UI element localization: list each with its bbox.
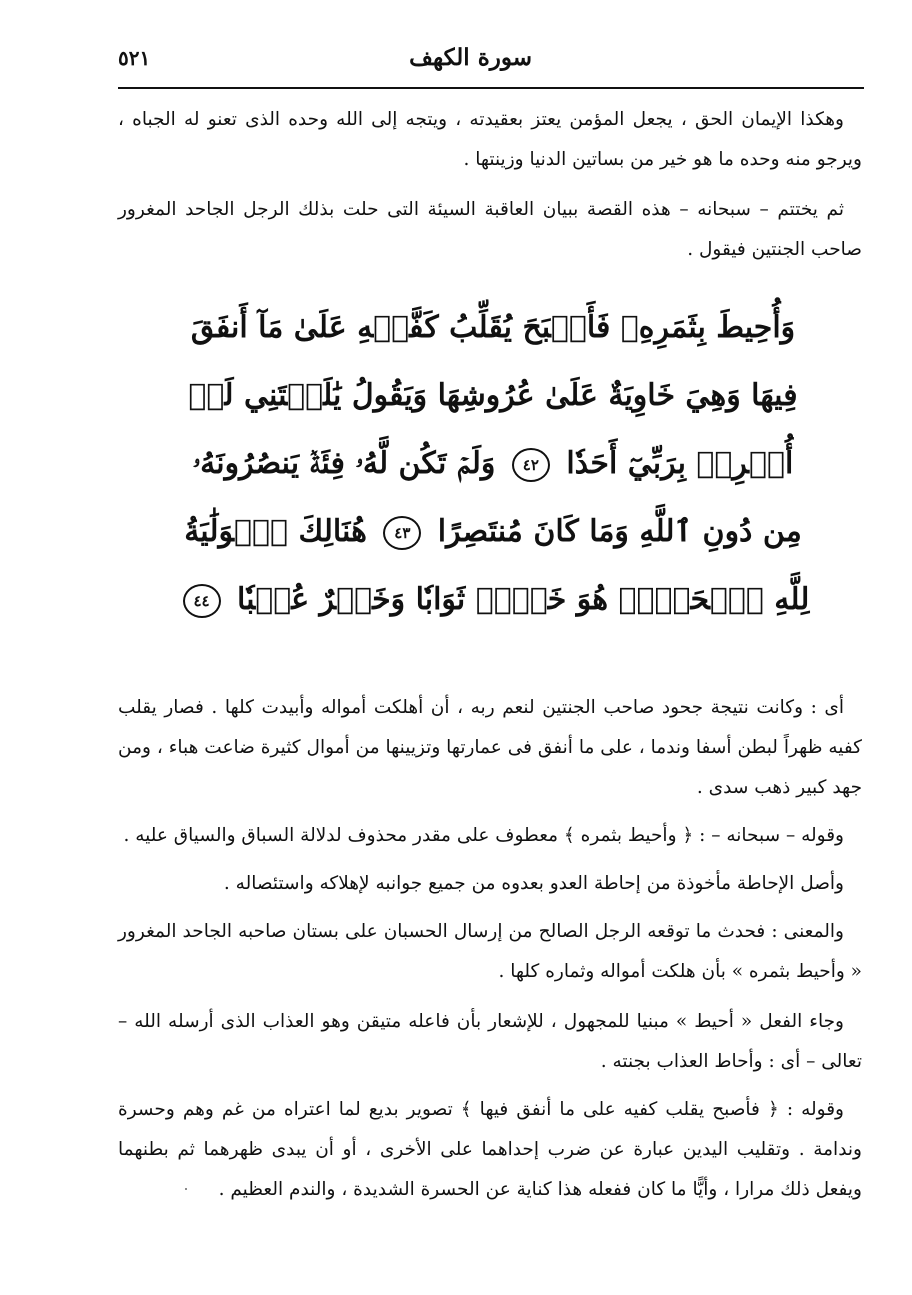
paragraph-ihata-origin: وأصل الإحاطة مأخوذة من إحاطة العدو بعدوه من جميع جوانبه لإهلاكه واستئصاله . [223,873,844,894]
paragraph-conclusion-intro: ثم يختتم – سبحانه – هذه القصة ببيان العاقبة السيئة التى حلت بذلك الرجل الجاحد المغرور صاحب الجنتين فيقول . [118,199,862,260]
page-number: ٥٢١ [118,46,151,70]
paragraph-faith: وهكذا الإيمان الحق ، يجعل المؤمن يعتز بعقيدته ، ويتجه إلى الله وحده الذى تعنو له الجباه ، ويرجو منه وحده ما هو خير من بساتين الدنيا وزينتها . [118,109,862,170]
header-rule [118,87,864,89]
verse-43-text: وَلَمۡ تَكُن لَّهُۥ فِئَةٞ يَنصُرُونَهُۥ مِن دُونِ ٱللَّهِ وَمَا كَانَ مُنتَصِرًا [192,446,802,549]
ayah-number-44: ٤٤ [183,584,221,618]
ayah-number-42: ٤٢ [512,448,550,482]
paragraph-passive-verb: وجاء الفعل « أحيط » مبنيا للمجهول ، للإشعار بأن فاعله متيقن وهو العذاب الذى أرسله الله – تعالى – أى : وأحاط العذاب بجنته . [118,1011,862,1072]
verse-42-text: وَأُحِيطَ بِثَمَرِهِۦ فَأَصۡبَحَ يُقَلِّبُ كَفَّيۡهِ عَلَىٰ مَآ أَنفَقَ فِيهَا وَهِيَ خَاوِيَةٌ عَلَىٰ عُرُوشِهَا وَيَقُولُ يَٰلَيۡتَنِي لَمۡ أُشۡرِكۡ بِرَبِّيٓ أَحَدٗا [188,310,798,481]
surah-title: سورة الكهف [409,44,532,71]
paragraph-explanation: أى : وكانت نتيجة جحود صاحب الجنتين لنعم ربه ، أن أهلكت أمواله وأبيدت كلها . فصار يقلب كفيه ظهراً لبطن أسفا وندما ، على ما أنفق فى عمارتها وتزيينها من أموال كثيرة ضاعت هباء ، ومن جهد كبير ذهب سدى . [118,697,862,798]
paragraph-wa-uhita: وقوله – سبحانه – : ﴿ وأحيط بثمره ﴾ معطوف على مقدر محذوف لدلالة السباق والسياق عليه . [123,825,844,846]
scan-speck [185,1188,187,1190]
quran-verse-block [176,294,810,634]
page-header [118,42,854,82]
page-body [118,100,862,1218]
paragraph-meaning: والمعنى : فحدث ما توقعه الرجل الصالح من إرسال الحسبان على بستان صاحبه الجاحد المغرور « وأحيط بثمره » بأن هلكت أمواله وثماره كلها . [118,921,862,982]
verse-44-text: هُنَالِكَ ٱلۡوَلَٰيَةُ لِلَّهِ ٱلۡحَقِّۚ هُوَ خَيۡرٞ ثَوَابٗا وَخَيۡرٌ عُقۡبٗا [184,514,810,617]
paragraph-turning-hands: وقوله : ﴿ فأصبح يقلب كفيه على ما أنفق فيها ﴾ تصوير بديع لما اعتراه من غم وهم وحسرة وندامة . وتقليب اليدين عبارة عن ضرب إحداهما على الأخرى ، أو أن يبدى ظهرهما ثم بطنهما ويفعل ذلك مرارا ، وأيًّا ما كان ففعله هذا كناية عن الحسرة الشديدة ، والندم العظيم . [118,1099,862,1200]
ayah-number-43: ٤٣ [383,516,421,550]
